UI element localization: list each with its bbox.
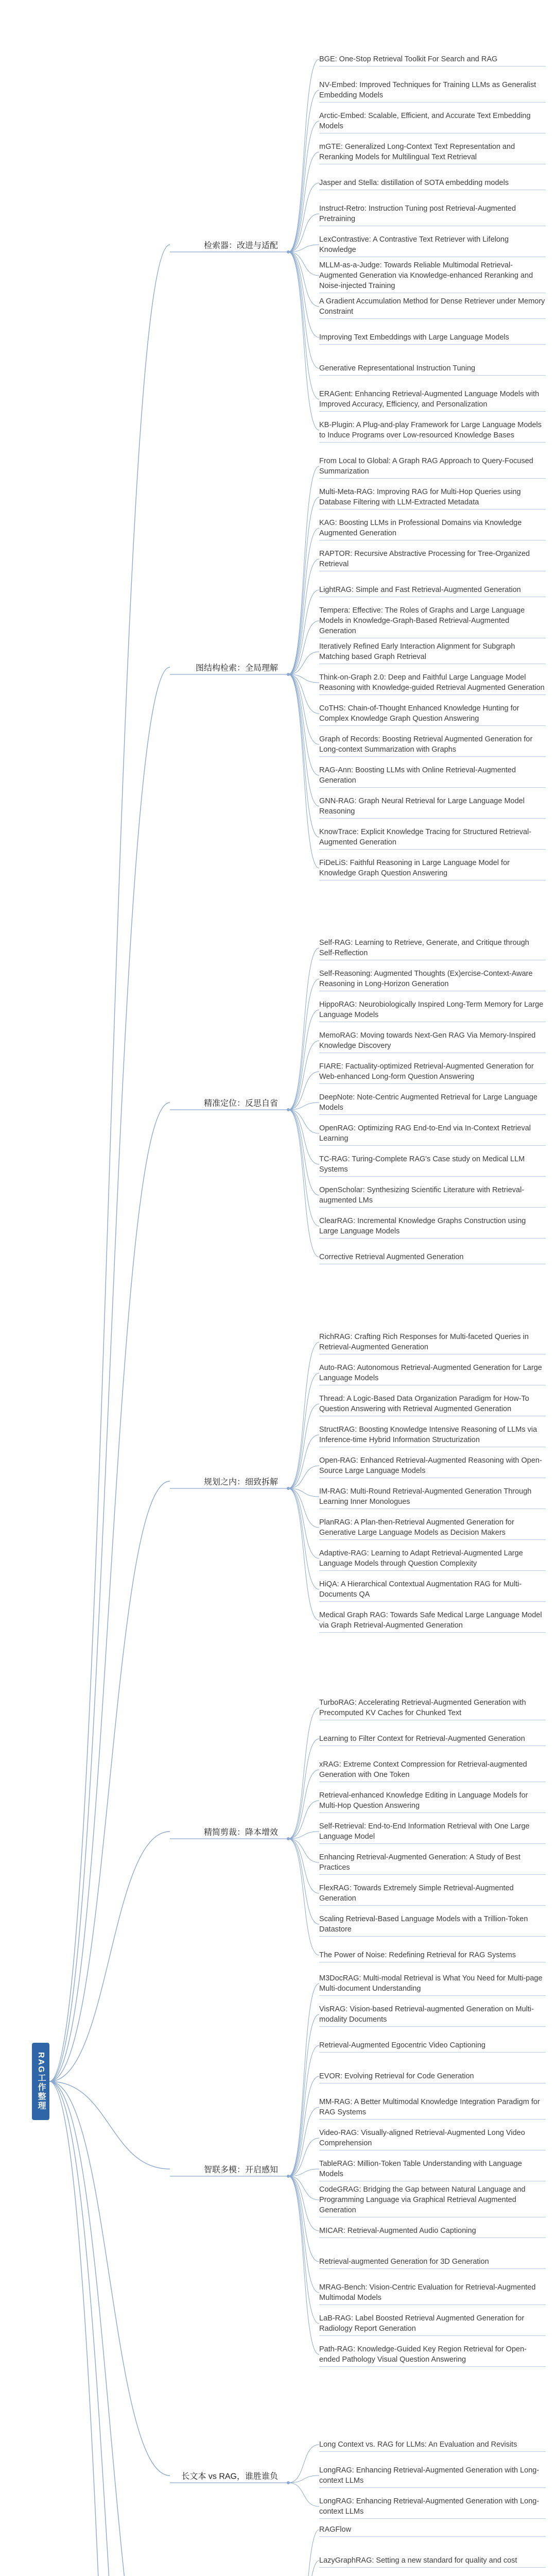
paper-leaf [319,999,546,1020]
paper-title: LightRAG: Simple and Fast Retrieval-Augmented Generation [319,586,521,594]
connector [288,1770,319,1839]
paper-leaf [319,1216,546,1236]
paper-leaf [319,672,546,693]
leaf-underline [319,1936,546,1937]
connector [49,2081,170,2476]
paper-leaf [319,2344,546,2365]
leaf-underline [319,1745,546,1746]
paper-title: Jasper and Stella: distillation of SOTA embedding models [319,179,509,187]
category-node: 精准定位：反思自省 [203,1099,278,1108]
paper-title: OpenRAG: Optimizing RAG End-to-End via In-Context Retrieval Learning [319,1124,531,1143]
leaf-underline [319,2567,546,2568]
paper-title: ERAGent: Enhancing Retrieval-Augmented Language Models with Improved Accuracy, Efficiency, and Personalization [319,390,540,409]
connector [49,1481,170,2081]
paper-leaf [319,389,546,410]
connector [288,1801,319,1839]
paper-leaf [319,1252,546,1262]
paper-title: CoTHS: Chain-of-Thought Enhanced Knowledge Hunting for Complex Knowledge Graph Question Answering [319,704,519,723]
leaf-underline [319,1905,546,1906]
paper-title: TC-RAG: Turing-Complete RAG's Case study on Medical LLM Systems [319,1155,525,1174]
paper-title: Self-Retrieval: End-to-End Information Retrieval with One Large Language Model [319,1822,530,1841]
connector [49,2081,170,2576]
paper-title: KAG: Boosting LLMs in Professional Domains via Knowledge Augmented Generation [319,519,522,537]
connector [49,2081,170,2576]
connector [288,1373,319,1488]
paper-title: HippoRAG: Neurobiologically Inspired Long-Term Memory for Large Language Models [319,1001,544,1019]
paper-leaf [319,1610,546,1631]
paper-leaf [319,2040,546,2050]
paper-leaf [319,2257,546,2267]
leaf-underline [319,2268,546,2269]
paper-leaf [319,1092,546,1113]
paper-leaf [319,585,546,595]
leaf-underline [319,2487,546,2488]
connector [49,245,170,2081]
paper-title: HiQA: A Hierarchical Contextual Augmentation RAG for Multi-Documents QA [319,1580,522,1599]
category-node: 规划之内：细致拆解 [203,1478,278,1487]
leaf-underline [319,1114,546,1115]
paper-leaf [319,1332,546,1352]
paper-title: Multi-Meta-RAG: Improving RAG for Multi-Hop Queries using Database Filtering with LLM-Extracted Metadata [319,488,521,506]
paper-title: Iteratively Refined Early Interaction Alignment for Subgraph Matching based Graph Retrieval [319,642,515,661]
paper-leaf [319,2071,546,2081]
paper-title: Long Context vs. RAG for LLMs: An Evaluation and Revisits [319,2441,517,2449]
connector [288,1839,319,1955]
paper-leaf [319,765,546,786]
leaf-underline [319,478,546,479]
paper-leaf [319,2004,546,2025]
connector [288,59,319,252]
paper-leaf [319,796,546,817]
leaf-underline [319,1083,546,1084]
leaf-underline [319,756,546,757]
connector [288,674,319,744]
paper-title: Learning to Filter Context for Retrieval-Augmented Generation [319,1735,525,1743]
paper-leaf [319,1394,546,1414]
paper-leaf [319,2313,546,2334]
connector [288,2483,319,2506]
leaf-underline [319,411,546,412]
paper-leaf [319,1455,546,1476]
connector [288,252,319,399]
category-node: 智联多模：开启感知 [203,2165,278,2175]
connector [288,2014,319,2176]
paper-title: Thread: A Logic-Based Data Organization Paradigm for How-To Question Answering with Retrieval Augmented Generation [319,1395,529,1413]
leaf-underline [319,2304,546,2305]
paper-title: IM-RAG: Multi-Round Retrieval-Augmented Generation Through Learning Inner Monologues [319,1487,532,1506]
leaf-underline [319,849,546,850]
leaf-underline [319,725,546,726]
paper-title: mGTE: Generalized Long-Context Text Representation and Reranking Models for Multilingual Text Retrieval [319,143,515,161]
connector [288,1110,319,1257]
connector [288,1984,319,2176]
paper-title: M3DocRAG: Multi-modal Retrieval is What You Need for Multi-page Multi-document Understanding [319,1974,543,1993]
paper-leaf [319,456,546,477]
paper-leaf [319,969,546,989]
paper-leaf [319,234,546,255]
paper-title: GNN-RAG: Graph Neural Retrieval for Large Language Model Reasoning [319,797,525,816]
leaf-underline [319,1995,546,1996]
connector [288,1839,319,1924]
connector [288,2076,319,2176]
paper-title: The Power of Noise: Redefining Retrieval for RAG Systems [319,1951,516,1959]
connector [288,2561,319,2576]
leaf-underline [319,509,546,510]
connector [288,1488,319,1528]
connector [288,1010,319,1110]
paper-leaf [319,1363,546,1383]
paper-title: Self-Reasoning: Augmented Thoughts (Ex)ercise-Context-Aware Reasoning in Long-Horizon Generation [319,970,533,988]
leaf-underline [319,1539,546,1540]
paper-title: Path-RAG: Knowledge-Guided Key Region Retrieval for Open-ended Pathology Visual Question Answering [319,2345,527,2364]
connector [49,1103,170,2081]
paper-leaf [319,858,546,878]
paper-leaf [319,2282,546,2303]
leaf-underline [319,102,546,103]
connector [288,674,319,714]
connector [288,674,319,775]
paper-leaf [319,142,546,162]
connector [288,466,319,674]
paper-leaf [319,1548,546,1569]
paper-title: Arctic-Embed: Scalable, Efficient, and Accurate Text Embedding Models [319,112,531,130]
paper-leaf [319,332,546,343]
category-node: 检索器：改进与适配 [203,241,278,250]
connector [288,1041,319,1110]
paper-title: Retrieval-enhanced Knowledge Editing in Language Models for Multi-Hop Question Answering [319,1791,528,1810]
paper-leaf [319,641,546,662]
leaf-underline [319,2335,546,2336]
paper-leaf [319,1821,546,1842]
connector [288,1839,319,1893]
paper-title: RAG-Ann: Boosting LLMs with Online Retrieval-Augmented Generation [319,766,516,785]
connector [288,252,319,368]
paper-title: Instruct-Retro: Instruction Tuning post Retrieval-Augmented Pretraining [319,205,516,223]
leaf-underline [319,2026,546,2027]
connector [288,183,319,252]
paper-leaf [319,363,546,374]
paper-leaf [319,1517,546,1538]
paper-title: Open-RAG: Enhanced Retrieval-Augmented Reasoning with Open-Source Large Language Models [319,1456,542,1475]
connector [288,1488,319,1589]
paper-title: LexContrastive: A Contrastive Text Retriever with Lifelong Knowledge [319,235,509,254]
paper-title: Generative Representational Instruction Tuning [319,364,476,372]
paper-title: KnowTrace: Explicit Knowledge Tracing for Structured Retrieval-Augmented Generation [319,828,532,846]
paper-title: LongRAG: Enhancing Retrieval-Augmented Generation with Long-context LLMs [319,2466,540,2485]
paper-leaf [319,2555,546,2566]
paper-title: xRAG: Extreme Context Compression for Retrieval-augmented Generation with One Token [319,1760,527,1779]
paper-leaf [319,938,546,958]
connector [288,152,319,252]
connector [288,90,319,252]
paper-title: StructRAG: Boosting Knowledge Intensive Reasoning of LLMs via Inference-time Hybrid Information Structurization [319,1426,537,1444]
paper-title: A Gradient Accumulation Method for Dense Retriever under Memory Constraint [319,297,545,316]
paper-leaf [319,1185,546,1206]
leaf-underline [319,1874,546,1875]
paper-title: MM-RAG: A Better Multimodal Knowledge Integration Paradigm for RAG Systems [319,2098,540,2116]
paper-title: KB-Plugin: A Plug-and-play Framework for Large Language Models to Induce Programs over Low-resourced Knowledge Bases [319,421,542,439]
paper-leaf [319,1030,546,1051]
leaf-underline [319,1238,546,1239]
paper-title: CodeGRAG: Bridging the Gap between Natural Language and Programming Language via Graphical Retrieval Augmented Generation [319,2185,526,2214]
paper-title: VisRAG: Vision-based Retrieval-augmented Generation on Multi-modality Documents [319,2005,534,2024]
connector [288,1110,319,1164]
paper-title: PlanRAG: A Plan-then-Retrieval Augmented Generation for Generative Large Language Models as Decision Makers [319,1518,514,1537]
connector [288,559,319,674]
paper-title: NV-Embed: Improved Techniques for Training LLMs as Generalist Embedding Models [319,81,536,99]
connector [288,2530,319,2576]
paper-leaf [319,487,546,507]
paper-title: LaB-RAG: Label Boosted Retrieval Augmented Generation for Radiology Report Generation [319,2314,525,2333]
paper-title: TableRAG: Million-Token Table Understanding with Language Models [319,2160,522,2178]
paper-leaf [319,2439,546,2450]
paper-leaf [319,1061,546,1082]
paper-title: EVOR: Evolving Retrieval for Code Generation [319,2072,474,2080]
leaf-underline [319,1145,546,1146]
leaf-underline [319,1843,546,1844]
paper-leaf [319,260,546,291]
leaf-underline [319,787,546,788]
paper-leaf [319,420,546,440]
connector [288,1110,319,1226]
paper-leaf [319,2097,546,2117]
paper-title: MRAG-Bench: Vision-Centric Evaluation for Retrieval-Augmented Multimodal Models [319,2283,536,2302]
leaf-underline [319,344,546,345]
connector [288,1488,319,1558]
paper-title: Retrieval-Augmented Egocentric Video Captioning [319,2041,485,2049]
paper-title: Enhancing Retrieval-Augmented Generation: A Study of Best Practices [319,1853,520,1872]
paper-leaf [319,518,546,538]
paper-leaf [319,1698,546,1718]
paper-leaf [319,605,546,636]
paper-title: FIARE: Factuality-optimized Retrieval-Augmented Generation for Web-enhanced Long-form Question Answering [319,1062,534,1081]
root-node [32,2043,49,2120]
paper-title: RAPTOR: Recursive Abstractive Processing for Tree-Organized Retrieval [319,550,530,568]
paper-leaf [319,111,546,131]
paper-title: MLLM-as-a-Judge: Towards Reliable Multimodal Retrieval-Augmented Generation via Knowledge-enhanced Reranking and Noise-injected Training [319,261,533,290]
paper-leaf [319,296,546,317]
connector [288,948,319,1110]
connector [288,2107,319,2176]
paper-leaf [319,1950,546,1960]
paper-title: Think-on-Graph 2.0: Deep and Faithful Large Language Model Reasoning with Knowledge-guided Retrieval Augmented Generation [319,673,545,692]
leaf-underline [319,1632,546,1633]
paper-leaf [319,1759,546,1780]
leaf-underline [319,2052,546,2053]
paper-leaf [319,2226,546,2236]
paper-leaf [319,1914,546,1935]
leaf-underline [319,818,546,819]
paper-leaf [319,1579,546,1600]
connector [288,674,319,837]
paper-leaf [319,2159,546,2179]
paper-title: Graph of Records: Boosting Retrieval Augmented Generation for Long-context Summarization with Graphs [319,735,533,754]
paper-leaf [319,1973,546,1994]
leaf-underline [319,2451,546,2452]
paper-leaf [319,2496,546,2517]
paper-title: LazyGraphRAG: Setting a new standard for quality and cost [319,2556,517,2565]
paper-leaf [319,549,546,569]
leaf-underline [319,1207,546,1208]
connector [288,2176,319,2293]
paper-title: FiDeLiS: Faithful Reasoning in Large Language Model for Knowledge Graph Question Answering [319,859,510,877]
leaf-underline [319,2536,546,2537]
root-label: RAG工作整理 [37,2052,45,2111]
paper-leaf [319,2465,546,2486]
leaf-underline [319,1601,546,1602]
leaf-underline [319,694,546,695]
paper-title: LongRAG: Enhancing Retrieval-Augmented Generation with Long-context LLMs [319,2497,540,2516]
paper-leaf [319,1486,546,1507]
connector [288,252,319,307]
paper-title: RAGFlow [319,2526,352,2534]
paper-leaf [319,2524,546,2535]
paper-title: Auto-RAG: Autonomous Retrieval-Augmented Generation for Large Language Models [319,1364,542,1382]
paper-title: From Local to Global: A Graph RAG Approach to Query-Focused Summarization [319,457,533,476]
paper-leaf [319,204,546,224]
paper-title: Improving Text Embeddings with Large Language Models [319,333,509,342]
paper-title: Tempera: Effective: The Roles of Graphs and Large Language Models in Knowledge-Graph-Based Retrieval-Augmented Generation [319,606,525,635]
connector [288,1072,319,1110]
leaf-underline [319,1176,546,1177]
paper-title: Retrieval-augmented Generation for 3D Generation [319,2258,489,2266]
leaf-underline [319,375,546,376]
connector [288,1435,319,1488]
paper-title: Scaling Retrieval-Based Language Models with a Trillion-Token Datastore [319,1915,528,1934]
paper-title: FlexRAG: Towards Extremely Simple Retrieval-Augmented Generation [319,1884,514,1903]
paper-leaf [319,1790,546,1811]
leaf-underline [319,318,546,319]
category-node: 精简剪裁：降本增效 [203,1828,278,1837]
paper-title: OpenScholar: Synthesizing Scientific Literature with Retrieval-augmented LMs [319,1186,525,1205]
paper-title: Self-RAG: Learning to Retrieve, Generate, and Critique through Self-Reflection [319,939,529,957]
paper-title: Corrective Retrieval Augmented Generation [319,1253,464,1261]
paper-title: MemoRAG: Moving towards Next-Gen RAG Via Memory-Inspired Knowledge Discovery [319,1031,536,1050]
paper-title: Medical Graph RAG: Towards Safe Medical Large Language Model via Graph Retrieval-Augmented Generation [319,1611,542,1630]
connector [288,621,319,674]
paper-title: DeepNote: Note-Centric Augmented Retrieval for Large Language Models [319,1093,537,1112]
leaf-underline [319,1570,546,1571]
paper-title: MICAR: Retrieval-Augmented Audio Captioning [319,2227,476,2235]
leaf-underline [319,2119,546,2120]
paper-leaf [319,1425,546,1445]
paper-title: ClearRAG: Incremental Knowledge Graphs Construction using Large Language Models [319,1217,526,1235]
paper-title: BGE: One-Stop Retrieval Toolkit For Search and RAG [319,55,498,63]
connector [49,1832,170,2081]
connector [49,667,170,2081]
connector [288,674,319,868]
paper-title: RichRAG: Crafting Rich Responses for Multi-faceted Queries in Retrieval-Augmented Generation [319,1333,529,1351]
category-node: 图结构检索：全局理解 [195,664,278,673]
paper-leaf [319,54,546,64]
paper-leaf [319,703,546,724]
connector [288,2176,319,2324]
paper-leaf [319,827,546,848]
connector [288,2445,319,2483]
paper-leaf [319,1852,546,1873]
paper-leaf [319,1883,546,1904]
connector [288,2176,319,2231]
paper-leaf [319,1154,546,1175]
paper-title: Adaptive-RAG: Learning to Adapt Retrieval-Augmented Large Language Models through Question Complexity [319,1549,523,1568]
paper-leaf [319,178,546,188]
connector [288,1739,319,1839]
paper-leaf [319,2184,546,2215]
paper-title: Video-RAG: Visually-aligned Retrieval-Augmented Long Video Comprehension [319,2129,525,2147]
leaf-underline [319,1812,546,1813]
connector [49,2081,170,2576]
paper-leaf [319,2128,546,2148]
leaf-underline [319,442,546,443]
paper-leaf [319,1734,546,1744]
paper-title: TurboRAG: Accelerating Retrieval-Augmented Generation with Precomputed KV Caches for Chunked Text [319,1699,526,1717]
paper-leaf [319,1123,546,1144]
category-node: 长文本 vs RAG，谁胜谁负 [181,2472,278,2481]
paper-leaf [319,734,546,755]
leaf-underline [319,2518,546,2519]
leaf-underline [319,2366,546,2367]
paper-leaf [319,80,546,100]
